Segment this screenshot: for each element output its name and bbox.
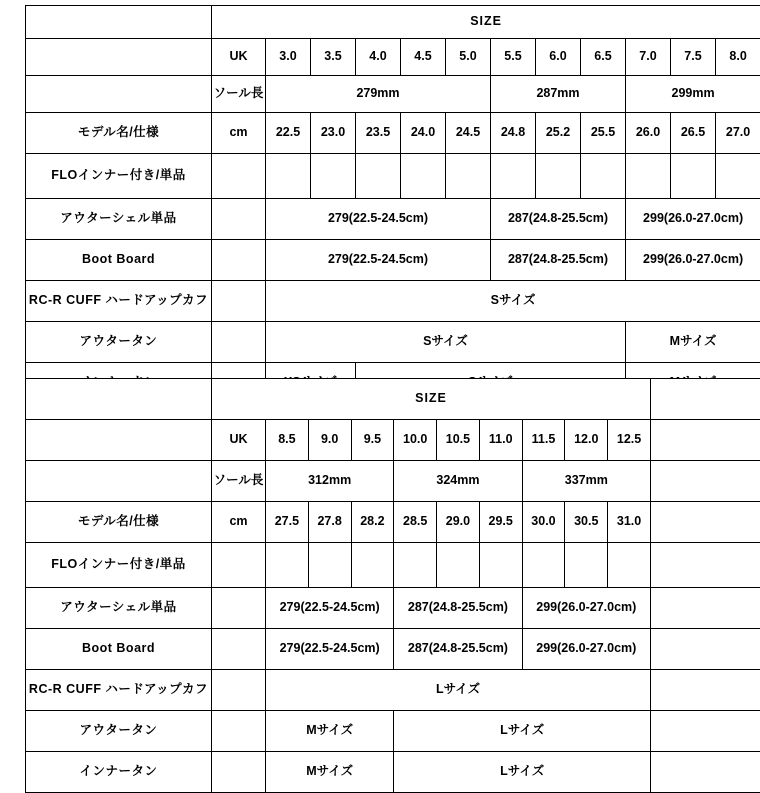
shaded-unit-cell (212, 752, 266, 793)
table-row (26, 711, 760, 752)
size-header-label: SIZE (212, 379, 651, 420)
row-label-model-spec: モデル名/仕様 (26, 113, 212, 154)
row-label: RC-R CUFF ハードアップカフ (26, 670, 212, 711)
sole-length-row (26, 461, 760, 502)
data-cell (266, 154, 311, 199)
cm-size-value: 29.0 (437, 502, 480, 543)
shaded-unit-cell (212, 711, 266, 752)
uk-size-value: 12.0 (565, 420, 608, 461)
table-filler-cell (651, 461, 760, 502)
uk-size-value: 5.5 (491, 39, 536, 76)
cm-size-value: 25.2 (536, 113, 581, 154)
data-cell: 299(26.0-27.0cm) (522, 588, 650, 629)
data-cell (565, 543, 608, 588)
uk-size-value: 7.5 (671, 39, 716, 76)
uk-size-value: 3.5 (311, 39, 356, 76)
uk-size-value: 12.5 (608, 420, 651, 461)
uk-size-value: 8.5 (266, 420, 309, 461)
table-row (26, 322, 760, 363)
corner-blank-cell (26, 39, 212, 76)
sole-length-value: 299mm (626, 76, 760, 113)
uk-size-value: 4.0 (356, 39, 401, 76)
uk-size-value: 11.5 (522, 420, 565, 461)
data-cell (311, 154, 356, 199)
uk-size-row (26, 420, 760, 461)
shaded-unit-cell (212, 588, 266, 629)
corner-blank-cell (26, 379, 212, 420)
uk-unit-label: UK (212, 39, 266, 76)
data-cell (581, 154, 626, 199)
data-cell: 299(26.0-27.0cm) (626, 240, 760, 281)
data-cell: Lサイズ (266, 670, 651, 711)
row-label-model-spec: モデル名/仕様 (26, 502, 212, 543)
data-cell (608, 543, 651, 588)
model-cm-row (26, 113, 760, 154)
cm-unit-label: cm (212, 502, 266, 543)
corner-blank-cell (26, 6, 212, 39)
data-cell: 279(22.5-24.5cm) (266, 629, 394, 670)
sole-length-label: ソール長 (212, 461, 266, 502)
data-cell: 299(26.0-27.0cm) (522, 629, 650, 670)
row-label: FLOインナー付き/単品 (26, 543, 212, 588)
data-cell: Sサイズ (266, 322, 626, 363)
data-cell (394, 543, 437, 588)
size-header-row (26, 379, 760, 420)
data-cell (437, 543, 480, 588)
row-label: アウターシェル単品 (26, 199, 212, 240)
row-label: FLOインナー付き/単品 (26, 154, 212, 199)
table-row (26, 543, 760, 588)
data-cell: Mサイズ (266, 752, 394, 793)
data-cell (446, 154, 491, 199)
data-cell: 279(22.5-24.5cm) (266, 240, 491, 281)
data-cell (522, 543, 565, 588)
uk-unit-label: UK (212, 420, 266, 461)
data-cell (671, 154, 716, 199)
table-filler-cell (651, 670, 760, 711)
uk-size-value: 5.0 (446, 39, 491, 76)
cm-size-value: 25.5 (581, 113, 626, 154)
shaded-unit-cell (212, 670, 266, 711)
uk-size-value: 11.0 (479, 420, 522, 461)
sole-length-value: 312mm (266, 461, 394, 502)
table-filler-cell (651, 588, 760, 629)
table-filler-cell (651, 711, 760, 752)
cm-size-value: 22.5 (266, 113, 311, 154)
cm-size-value: 30.5 (565, 502, 608, 543)
cm-size-value: 28.2 (351, 502, 394, 543)
table-row (26, 240, 760, 281)
data-cell (401, 154, 446, 199)
cm-size-value: 24.0 (401, 113, 446, 154)
uk-size-value: 9.0 (308, 420, 351, 461)
cm-size-value: 31.0 (608, 502, 651, 543)
sole-length-value: 279mm (266, 76, 491, 113)
row-label: アウターシェル単品 (26, 588, 212, 629)
table-filler-cell (651, 752, 760, 793)
table-row (26, 752, 760, 793)
data-cell: 299(26.0-27.0cm) (626, 199, 760, 240)
sole-length-value: 337mm (522, 461, 650, 502)
shaded-unit-cell (212, 199, 266, 240)
table-filler-cell (651, 379, 760, 420)
table-row (26, 588, 760, 629)
size-table-1 (25, 5, 760, 404)
uk-size-value: 7.0 (626, 39, 671, 76)
sole-length-value: 324mm (394, 461, 522, 502)
table-row (26, 629, 760, 670)
shaded-unit-cell (212, 154, 266, 199)
cm-size-value: 23.0 (311, 113, 356, 154)
size-header-label: SIZE (212, 6, 760, 39)
data-cell: 287(24.8-25.5cm) (394, 588, 522, 629)
cm-size-value: 29.5 (479, 502, 522, 543)
uk-size-value: 9.5 (351, 420, 394, 461)
uk-size-value: 6.5 (581, 39, 626, 76)
data-cell: 287(24.8-25.5cm) (394, 629, 522, 670)
corner-blank-cell (26, 420, 212, 461)
shaded-unit-cell (212, 240, 266, 281)
cm-size-value: 28.5 (394, 502, 437, 543)
table-row (26, 281, 760, 322)
data-cell (356, 154, 401, 199)
cm-size-value: 27.0 (716, 113, 760, 154)
data-cell (491, 154, 536, 199)
data-cell: Sサイズ (266, 281, 760, 322)
data-cell: 279(22.5-24.5cm) (266, 588, 394, 629)
data-cell (716, 154, 760, 199)
corner-blank-cell (26, 461, 212, 502)
cm-size-value: 26.0 (626, 113, 671, 154)
row-label: アウタータン (26, 711, 212, 752)
cm-size-value: 23.5 (356, 113, 401, 154)
shaded-unit-cell (212, 322, 266, 363)
row-label: Boot Board (26, 629, 212, 670)
table-filler-cell (651, 629, 760, 670)
data-cell (479, 543, 522, 588)
table-row (26, 199, 760, 240)
row-label: アウタータン (26, 322, 212, 363)
uk-size-value: 8.0 (716, 39, 760, 76)
size-table-2 (25, 378, 760, 793)
model-cm-row (26, 502, 760, 543)
data-cell: 287(24.8-25.5cm) (491, 199, 626, 240)
cm-size-value: 27.8 (308, 502, 351, 543)
data-cell: 287(24.8-25.5cm) (491, 240, 626, 281)
cm-size-value: 27.5 (266, 502, 309, 543)
row-label: Boot Board (26, 240, 212, 281)
table-filler-cell (651, 543, 760, 588)
sole-length-label: ソール長 (212, 76, 266, 113)
table-row (26, 670, 760, 711)
cm-size-value: 24.8 (491, 113, 536, 154)
data-cell (266, 543, 309, 588)
uk-size-value: 10.5 (437, 420, 480, 461)
data-cell: Mサイズ (266, 711, 394, 752)
data-cell (536, 154, 581, 199)
corner-blank-cell (26, 76, 212, 113)
table-filler-cell (651, 420, 760, 461)
table-filler-cell (651, 502, 760, 543)
table-row (26, 154, 760, 199)
cm-size-value: 24.5 (446, 113, 491, 154)
cm-size-value: 26.5 (671, 113, 716, 154)
data-cell (351, 543, 394, 588)
shaded-unit-cell (212, 543, 266, 588)
data-cell (626, 154, 671, 199)
uk-size-row (26, 39, 760, 76)
sole-length-value: 287mm (491, 76, 626, 113)
data-cell: 279(22.5-24.5cm) (266, 199, 491, 240)
size-header-row (26, 6, 760, 39)
uk-size-value: 6.0 (536, 39, 581, 76)
data-cell (308, 543, 351, 588)
sole-length-row (26, 76, 760, 113)
cm-size-value: 30.0 (522, 502, 565, 543)
data-cell: Lサイズ (394, 752, 651, 793)
data-cell: Mサイズ (626, 322, 760, 363)
cm-unit-label: cm (212, 113, 266, 154)
data-cell: Lサイズ (394, 711, 651, 752)
row-label: RC-R CUFF ハードアップカフ (26, 281, 212, 322)
shaded-unit-cell (212, 629, 266, 670)
shaded-unit-cell (212, 281, 266, 322)
uk-size-value: 10.0 (394, 420, 437, 461)
uk-size-value: 4.5 (401, 39, 446, 76)
row-label: インナータン (26, 752, 212, 793)
uk-size-value: 3.0 (266, 39, 311, 76)
